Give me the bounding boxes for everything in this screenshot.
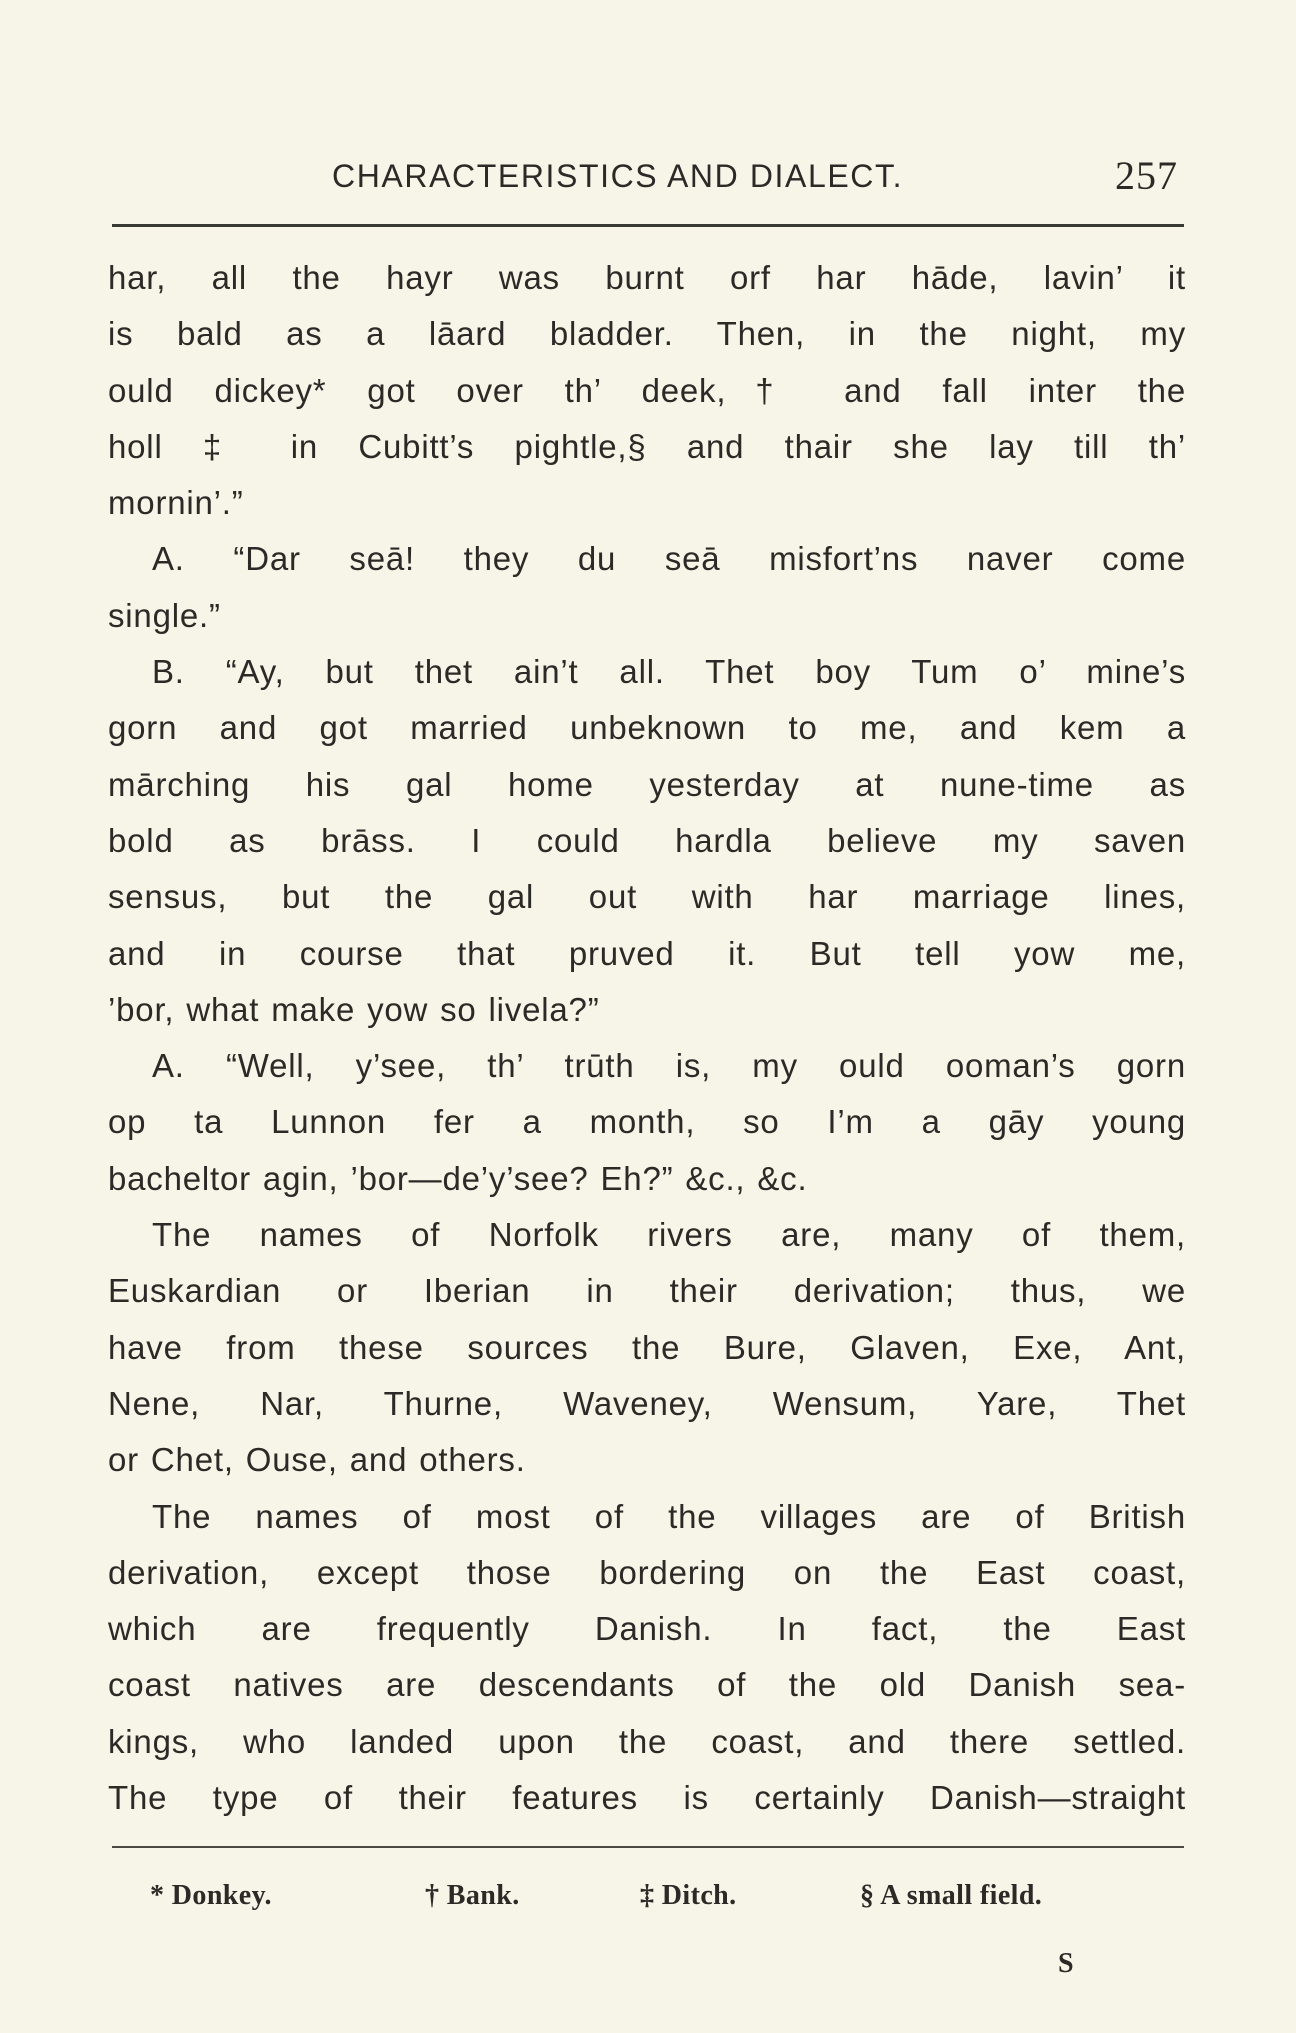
dialogue-line-a: A. “Dar seā! they du seā misfort’ns naver come [152,540,1186,578]
text-line: har, all the hayr was burnt orf har hāde, lavin’ it [108,259,1186,296]
dialogue-line-b: B. “Ay, but thet ain’t all. Thet boy Tum o’ mine’s [152,653,1186,691]
text-line: mārching his gal home yesterday at nune-time as [108,765,1186,803]
paragraph-start: The names of most of the villages are of British [152,1497,1186,1535]
footnote-small-field: § A small field. [860,1880,1043,1911]
footnotes [150,1880,1146,1922]
text-line: and in course that pruved it. But tell yow me, [108,934,1186,972]
text-line: Nene, Nar, Thurne, Waveney, Wensum, Yare, Thet [108,1384,1186,1422]
dialogue-line-a: A. “Well, y’see, th’ trūth is, my ould ooman’s gorn [152,1047,1186,1085]
footnote-rule [112,1846,1184,1848]
text-line: bold as brāss. I could hardla believe my saven [108,821,1186,859]
text-line: single.” [108,596,221,634]
text-line: sensus, but the gal out with har marriage lines, [108,878,1186,916]
text-line: ’bor, what make yow so livela?” [108,990,600,1028]
footnote-ditch: ‡ Ditch. [640,1880,737,1911]
text-line: have from these sources the Bure, Glaven, Exe, Ant, [108,1328,1186,1366]
running-head [112,150,1184,210]
body-text [108,250,1186,1826]
text-line: derivation, except those bordering on the East coast, [108,1553,1186,1591]
text-line: Euskardian or Iberian in their derivation; thus, we [108,1272,1186,1310]
header-rule [112,224,1184,227]
text-line: ould dickey* got over th’ deek,† and fall inter the [108,371,1186,409]
text-line: or Chet, Ouse, and others. [108,1441,526,1479]
signature-mark: S [1058,1948,1074,1979]
text-line: is bald as a lāard bladder. Then, in the night, my [108,315,1186,353]
running-title: CHARACTERISTICS AND DIALECT. [332,158,904,194]
text-line: mornin’.” [108,484,244,522]
text-line: bacheltor agin, ’bor—de’y’see? Eh?” &c., &c. [108,1159,808,1197]
text-line: kings, who landed upon the coast, and there settled. [108,1722,1186,1760]
text-line: coast natives are descendants of the old Danish sea- [108,1666,1186,1704]
text-line: gorn and got married unbeknown to me, and kem a [108,709,1186,747]
paragraph-start: The names of Norfolk rivers are, many of them, [152,1216,1186,1254]
text-line: op ta Lunnon fer a month, so I’m a gāy young [108,1103,1186,1141]
text-line: The type of their features is certainly Danish—straight [108,1779,1186,1817]
footnote-donkey: * Donkey. [150,1880,272,1911]
footnote-bank: † Bank. [425,1880,520,1911]
page-number: 257 [1115,153,1178,198]
text-line: which are frequently Danish. In fact, the East [108,1610,1186,1648]
text-line: holl ‡ in Cubitt’s pightle,§ and thair she lay till th’ [108,427,1186,465]
